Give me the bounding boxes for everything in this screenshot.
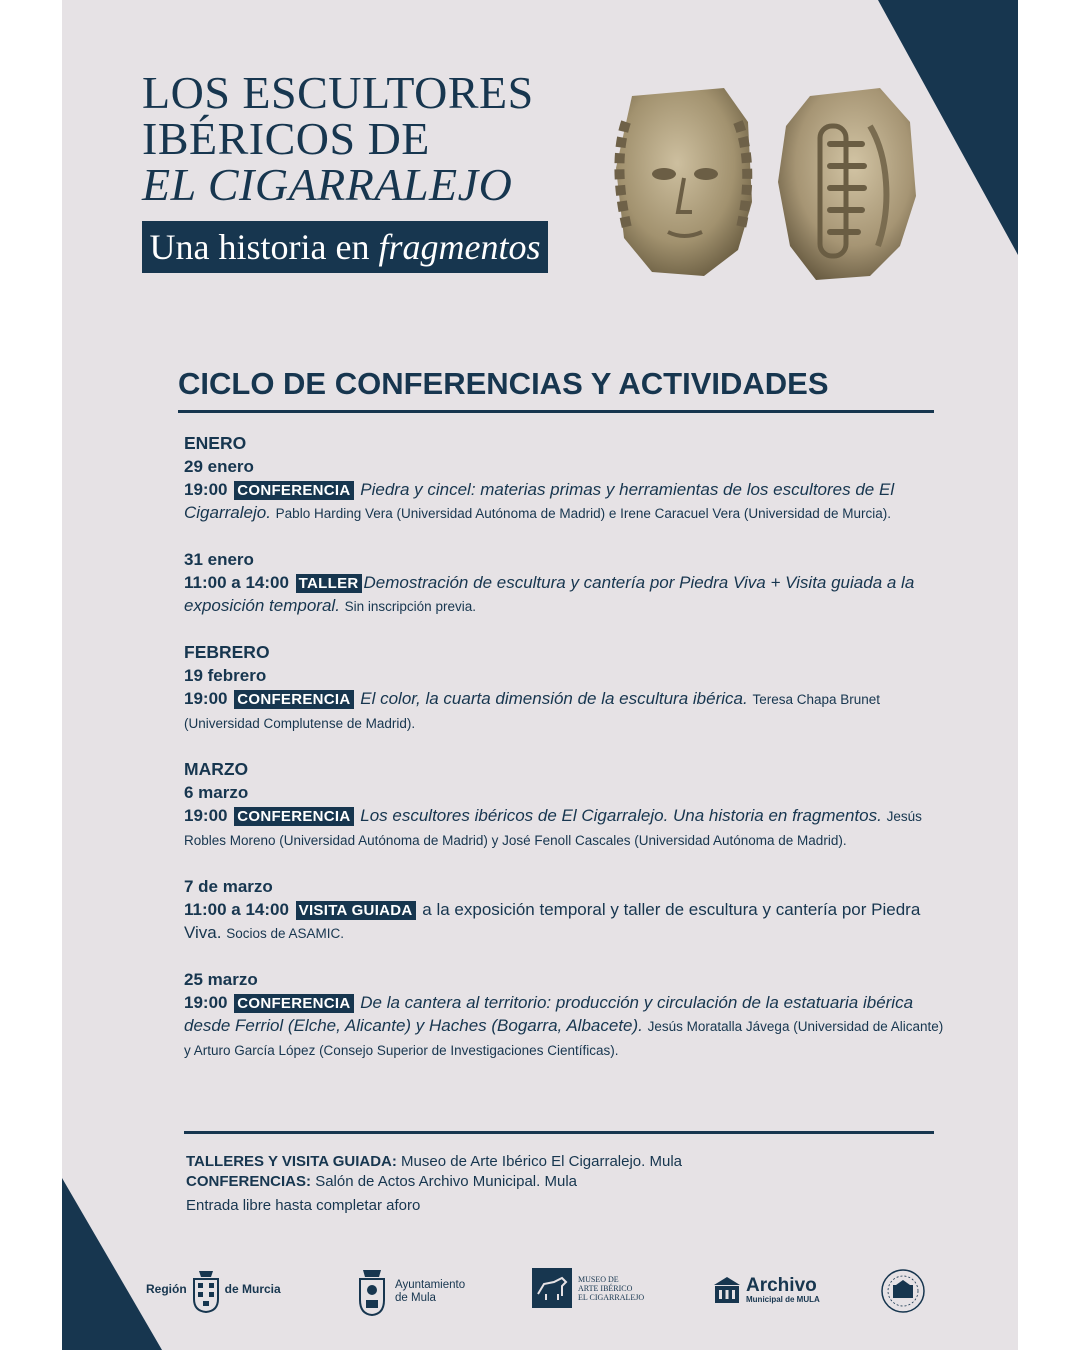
venue-conferencias — [186, 1172, 682, 1192]
event-time: 19:00 — [184, 806, 228, 825]
archivo-subtitle: Municipal de MULA — [746, 1294, 820, 1304]
event-time: 19:00 — [184, 689, 228, 708]
event-item — [184, 571, 952, 618]
region-de-murcia-logo — [146, 1265, 281, 1313]
event-speakers: Jesús Moratalla Jávega (Universidad de Alicante) y Arturo García López (Consejo Superior de Investigaciones Científicas). — [184, 1019, 944, 1058]
asamic-seal-icon — [880, 1268, 926, 1314]
region-shield-icon — [191, 1265, 221, 1313]
museo-line-3: EL CIGARRALEJO — [578, 1292, 645, 1302]
title-line-3: EL CIGARRALEJO — [142, 159, 513, 210]
event-title: Demostración de escultura y cantería por Piedra Viva + Visita guiada a la exposición temporal. — [184, 573, 915, 615]
event-date: 31 enero — [184, 550, 254, 569]
venue-talleres-value: Museo de Arte Ibérico El Cigarralejo. Mula — [401, 1153, 682, 1170]
venue-conferencias-value: Salón de Actos Archivo Municipal. Mula — [315, 1173, 577, 1190]
event-title: El color, la cuarta dimensión de la escultura ibérica. — [360, 689, 748, 708]
region-left-text: Región — [146, 1282, 187, 1296]
entry-note: Entrada libre hasta completar aforo — [186, 1197, 421, 1214]
event-time: 11:00 a 14:00 — [184, 900, 289, 919]
event-item — [184, 991, 952, 1062]
exhibition-subtitle — [142, 221, 548, 273]
event-item — [184, 804, 952, 852]
subtitle-italic: fragmentos — [378, 227, 541, 267]
ayto-line-1: Ayuntamiento — [395, 1279, 466, 1291]
event-time: 19:00 — [184, 480, 228, 499]
venue-talleres — [186, 1152, 682, 1172]
museo-arte-iberico-logo — [532, 1268, 644, 1308]
right-margin — [1018, 0, 1080, 1350]
month-heading: MARZO — [184, 759, 249, 779]
archivo-name: Archivo — [746, 1274, 817, 1296]
divider-bottom — [184, 1131, 934, 1134]
event-date: 6 marzo — [184, 783, 249, 802]
event-speakers: Teresa Chapa Brunet (Universidad Complutense de Madrid). — [184, 692, 881, 731]
title-line-1: LOS ESCULTORES — [142, 67, 534, 118]
event-type-badge: TALLER — [296, 574, 362, 593]
event-date: 29 enero — [184, 457, 254, 476]
venue-info — [186, 1152, 682, 1216]
event-date: 7 de marzo — [184, 877, 273, 896]
divider-top — [178, 410, 934, 413]
event-type-badge: VISITA GUIADA — [296, 901, 416, 920]
venue-talleres-label: TALLERES Y VISITA GUIADA: — [186, 1153, 397, 1170]
archivo-municipal-logo — [712, 1275, 820, 1305]
event-title: De la cantera al territorio: producción y circulación de la estatuaria ibérica desde Ferriol (Elche, Alicante) y Haches (Bogarra, Albacete). — [184, 993, 914, 1035]
event-note: Sin inscripción previa. — [344, 599, 476, 614]
event-speakers: Pablo Harding Vera (Universidad Autónoma de Madrid) e Irene Caracuel Vera (Universidad de Murcia). — [275, 506, 891, 521]
museo-line-1: MUSEO DE — [578, 1274, 619, 1284]
venue-conferencias-label: CONFERENCIAS: — [186, 1173, 312, 1190]
event-time: 19:00 — [184, 993, 228, 1012]
event-title: Los escultores ibéricos de El Cigarralejo. Una historia en fragmentos. — [360, 806, 882, 825]
archivo-building-icon — [712, 1275, 742, 1305]
cycle-title: CICLO DE CONFERENCIAS Y ACTIVIDADES — [178, 366, 829, 401]
ayto-line-2: de Mula — [395, 1292, 436, 1304]
event-type-badge: CONFERENCIA — [234, 481, 353, 500]
event-title: a la exposición temporal y taller de escultura y cantería por Piedra Viva. — [184, 900, 921, 942]
corner-triangle-bottom-left — [62, 1178, 162, 1350]
event-note: Socios de ASAMIC. — [226, 926, 345, 941]
sculpture-head-photo — [612, 82, 754, 278]
event-item — [184, 478, 952, 525]
event-item — [184, 898, 952, 945]
museo-horse-icon — [532, 1268, 572, 1308]
sculpture-hair-fragment-photo — [770, 86, 918, 282]
ayuntamiento-mula-logo — [357, 1268, 465, 1316]
title-line-2: IBÉRICOS DE — [142, 113, 430, 164]
event-date: 25 marzo — [184, 970, 258, 989]
program-schedule — [184, 432, 952, 1062]
left-margin — [0, 0, 62, 1350]
month-heading: FEBRERO — [184, 642, 270, 662]
region-right-text: de Murcia — [224, 1282, 281, 1296]
event-speakers: Jesús Robles Moreno (Universidad Autónoma de Madrid) y José Fenoll Cascales (Universidad Autónoma de Madrid). — [184, 809, 922, 848]
event-item — [184, 687, 952, 735]
event-type-badge: CONFERENCIA — [234, 807, 353, 826]
event-type-badge: CONFERENCIA — [234, 690, 353, 709]
asamic-seal-logo — [880, 1268, 926, 1314]
event-title: Piedra y cincel: materias primas y herramientas de los escultores de El Cigarralejo. — [184, 480, 895, 522]
event-date: 19 febrero — [184, 666, 267, 685]
exhibition-title — [142, 67, 534, 210]
mula-coat-of-arms-icon — [357, 1268, 387, 1316]
event-time: 11:00 a 14:00 — [184, 573, 289, 592]
month-heading: ENERO — [184, 433, 247, 453]
subtitle-plain: Una historia en — [149, 227, 379, 267]
museo-line-2: ARTE IBÉRICO — [578, 1283, 633, 1293]
event-type-badge: CONFERENCIA — [234, 994, 353, 1013]
